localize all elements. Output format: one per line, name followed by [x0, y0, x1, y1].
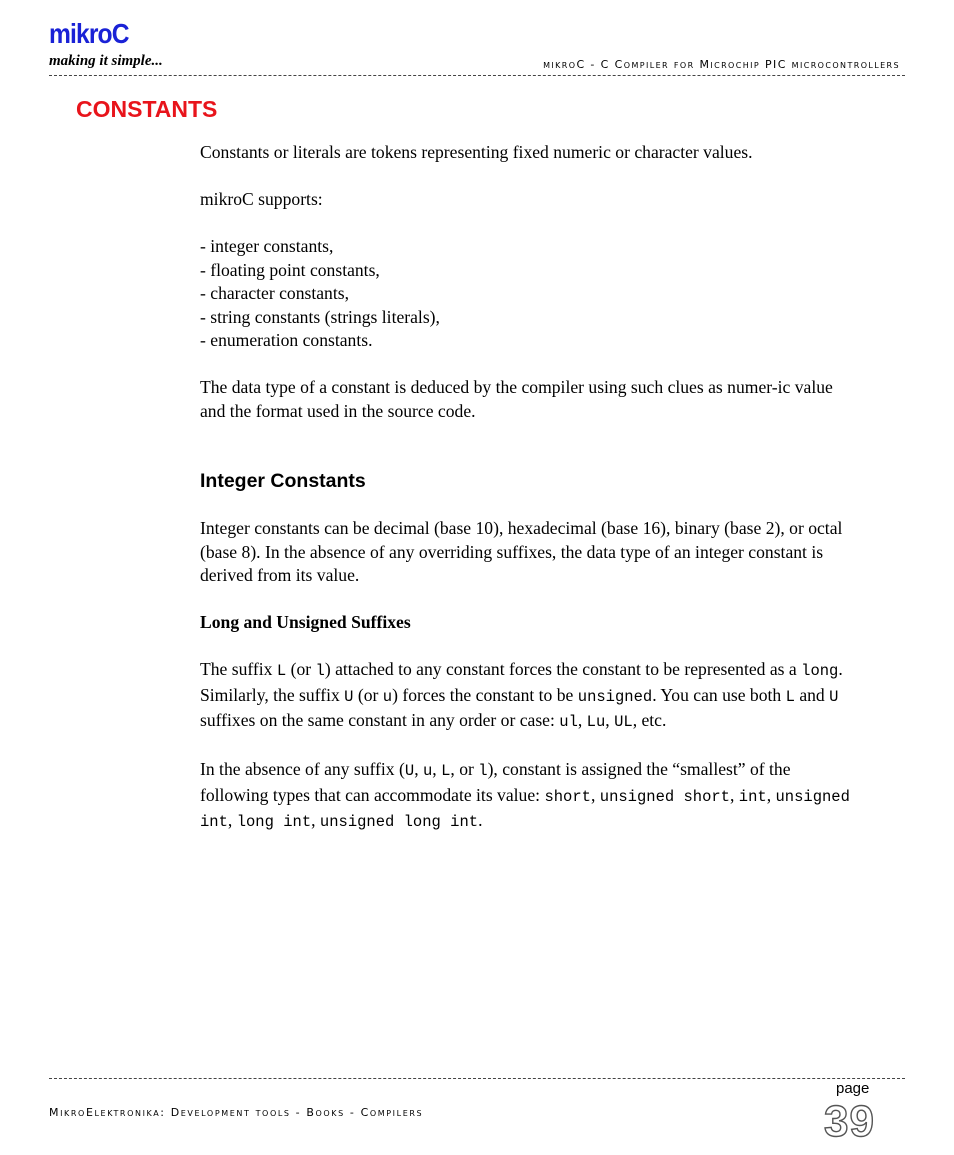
suffix-paragraph: [200, 658, 860, 735]
code-literal: l: [478, 762, 488, 780]
code-literal: UL: [614, 713, 633, 731]
text-run: ,: [414, 759, 423, 779]
text-run: ,: [730, 784, 739, 805]
text-run: suffixes on the same constant in any order or case:: [200, 710, 560, 730]
list-item: - character constants,: [200, 283, 349, 303]
code-literal: U: [344, 687, 354, 706]
text-run: ,: [432, 759, 442, 779]
text-run: , etc.: [632, 710, 667, 730]
footer-publisher-text: MikroElektronika: Development tools - Books - Compilers: [49, 1106, 424, 1119]
code-literal: short: [544, 787, 591, 806]
code-literal: L: [441, 762, 451, 780]
text-run: In the absence of any suffix (: [200, 759, 405, 779]
footer-divider: [49, 1078, 905, 1079]
text-run: ,: [227, 810, 237, 830]
text-run: .: [478, 810, 483, 830]
text-run: ,: [590, 784, 600, 805]
text-run: ), constant is assigned the “smallest” of the following types that can accommodate its value:: [200, 759, 791, 805]
code-literal: long int: [236, 813, 312, 831]
text-run: ,: [311, 810, 320, 830]
text-run: ,: [605, 710, 615, 730]
list-item: - string constants (strings literals),: [200, 306, 440, 327]
supported-constants-list: [200, 235, 860, 353]
integer-constants-heading: Integer Constants: [200, 470, 366, 492]
text-run: . You can use both: [652, 684, 786, 705]
text-run: ,: [766, 784, 776, 805]
list-item: - floating point constants,: [200, 259, 380, 280]
code-literal: L: [785, 687, 795, 706]
code-literal: U: [829, 687, 839, 706]
intro-paragraph: Constants or literals are tokens representing fixed numeric or character values.: [200, 142, 753, 162]
code-literal: l: [315, 662, 325, 680]
code-literal: U: [404, 762, 415, 780]
code-literal: long: [801, 662, 839, 680]
page-label: page: [836, 1080, 870, 1097]
text-run: ) attached to any constant forces the constant to be represented as a: [324, 659, 802, 679]
running-header-title: mikroC - C Compiler for Microchip PIC microcontrollers: [543, 58, 900, 71]
text-run: and: [794, 684, 830, 705]
page-content: [200, 141, 860, 858]
page-number: 39: [824, 1097, 875, 1146]
code-literal: unsigned: [577, 687, 653, 706]
data-type-paragraph: The data type of a constant is deduced by the compiler using such clues as numer-ic value and the format used in the source code.: [200, 377, 833, 421]
text-run: (or: [353, 684, 383, 705]
code-literal: unsigned long int: [319, 813, 479, 831]
header-divider: [49, 75, 905, 76]
code-literal: u: [422, 762, 433, 780]
code-literal: Lu: [586, 713, 606, 731]
code-literal: unsigned short: [599, 787, 730, 806]
code-literal: ul: [559, 713, 578, 731]
code-literal: L: [276, 662, 287, 680]
code-literal: int: [738, 787, 767, 806]
text-run: The suffix: [200, 659, 277, 679]
list-item: - enumeration constants.: [200, 330, 373, 350]
text-run: ) forces the constant to be: [392, 684, 578, 705]
section-title: CONSTANTS: [76, 96, 218, 122]
code-literal: u: [382, 687, 393, 706]
text-run: ,: [577, 710, 587, 730]
logo-tagline: making it simple...: [49, 53, 163, 69]
list-item: - integer constants,: [200, 236, 334, 256]
text-run: (or: [286, 659, 316, 679]
supports-label: mikroC supports:: [200, 189, 323, 209]
suffixes-heading: Long and Unsigned Suffixes: [200, 612, 411, 632]
smallest-type-paragraph: [200, 758, 860, 835]
text-run: . Similarly, the suffix: [200, 659, 843, 705]
integer-constants-paragraph: Integer constants can be decimal (base 10), hexadecimal (base 16), binary (base 2), or octal (base 8). In the absence of any overriding suffixes, the data type of an integer constant is derived from its value.: [200, 518, 843, 585]
mikroc-logo: mikroC: [49, 18, 129, 49]
text-run: , or: [450, 759, 479, 779]
code-literal: unsigned int: [200, 787, 850, 831]
